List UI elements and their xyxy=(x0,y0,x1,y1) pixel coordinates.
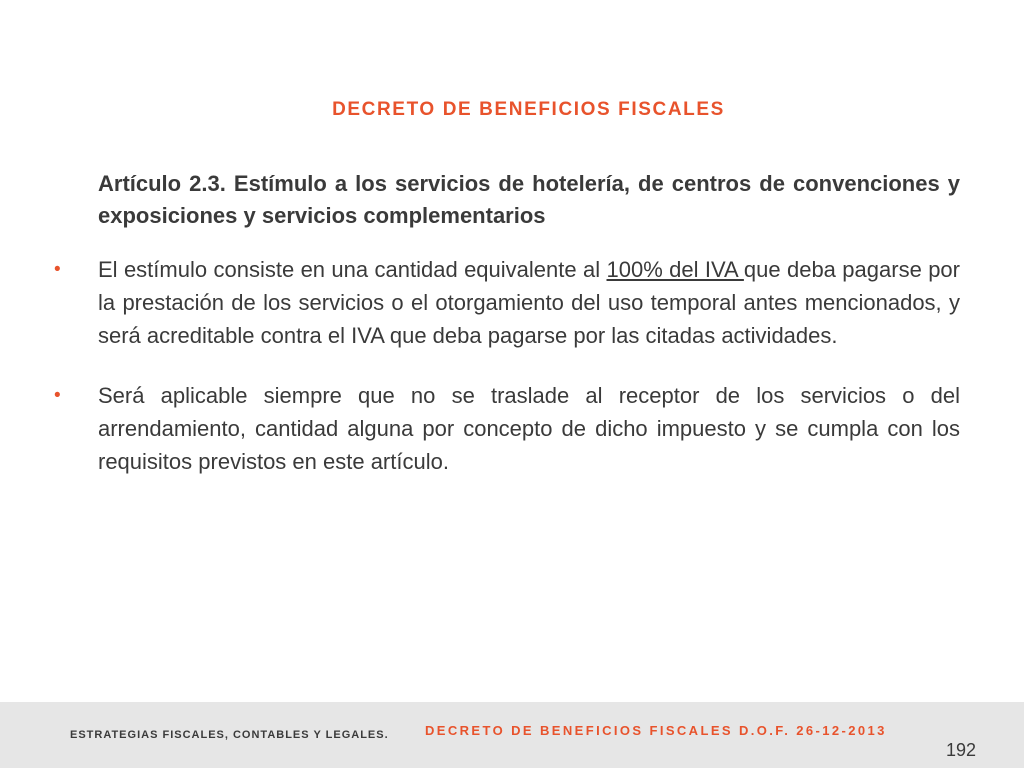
bullet-1-text-after: que deba pagarse por la prestación de los servicios o el otorgamiento del uso temporal antes mencionados, y será acreditable contra el IVA que deba pagarse por las citadas actividades. xyxy=(98,257,960,348)
footer-decree-reference: DECRETO DE BENEFICIOS FISCALES D.O.F. 26-12-2013 xyxy=(425,723,887,738)
bullet-dot-icon: • xyxy=(54,385,61,406)
footer-bar xyxy=(0,702,1024,768)
bullet-list xyxy=(54,253,960,478)
bullet-1-underlined-text: 100% del IVA xyxy=(606,257,744,282)
bullet-1-text-before: El estímulo consiste en una cantidad equivalente al xyxy=(98,257,607,282)
article-heading: Artículo 2.3. Estímulo a los servicios de hotelería, de centros de convenciones y exposiciones y servicios complementarios xyxy=(98,171,960,228)
bullet-item-1 xyxy=(54,253,960,352)
footer-company-name: ESTRATEGIAS FISCALES, CONTABLES Y LEGALES. xyxy=(70,729,389,741)
bullet-item-2 xyxy=(54,379,960,478)
slide-title: DECRETO DE BENEFICIOS FISCALES xyxy=(332,99,725,120)
bullet-dot-icon: • xyxy=(54,259,61,280)
page-number: 192 xyxy=(945,740,976,760)
bullet-2-text: Será aplicable siempre que no se traslade al receptor de los servicios o del arrendamiento, cantidad alguna por concepto de dicho impuesto y se cumpla con los requisitos previstos en este artículo. xyxy=(98,383,960,474)
